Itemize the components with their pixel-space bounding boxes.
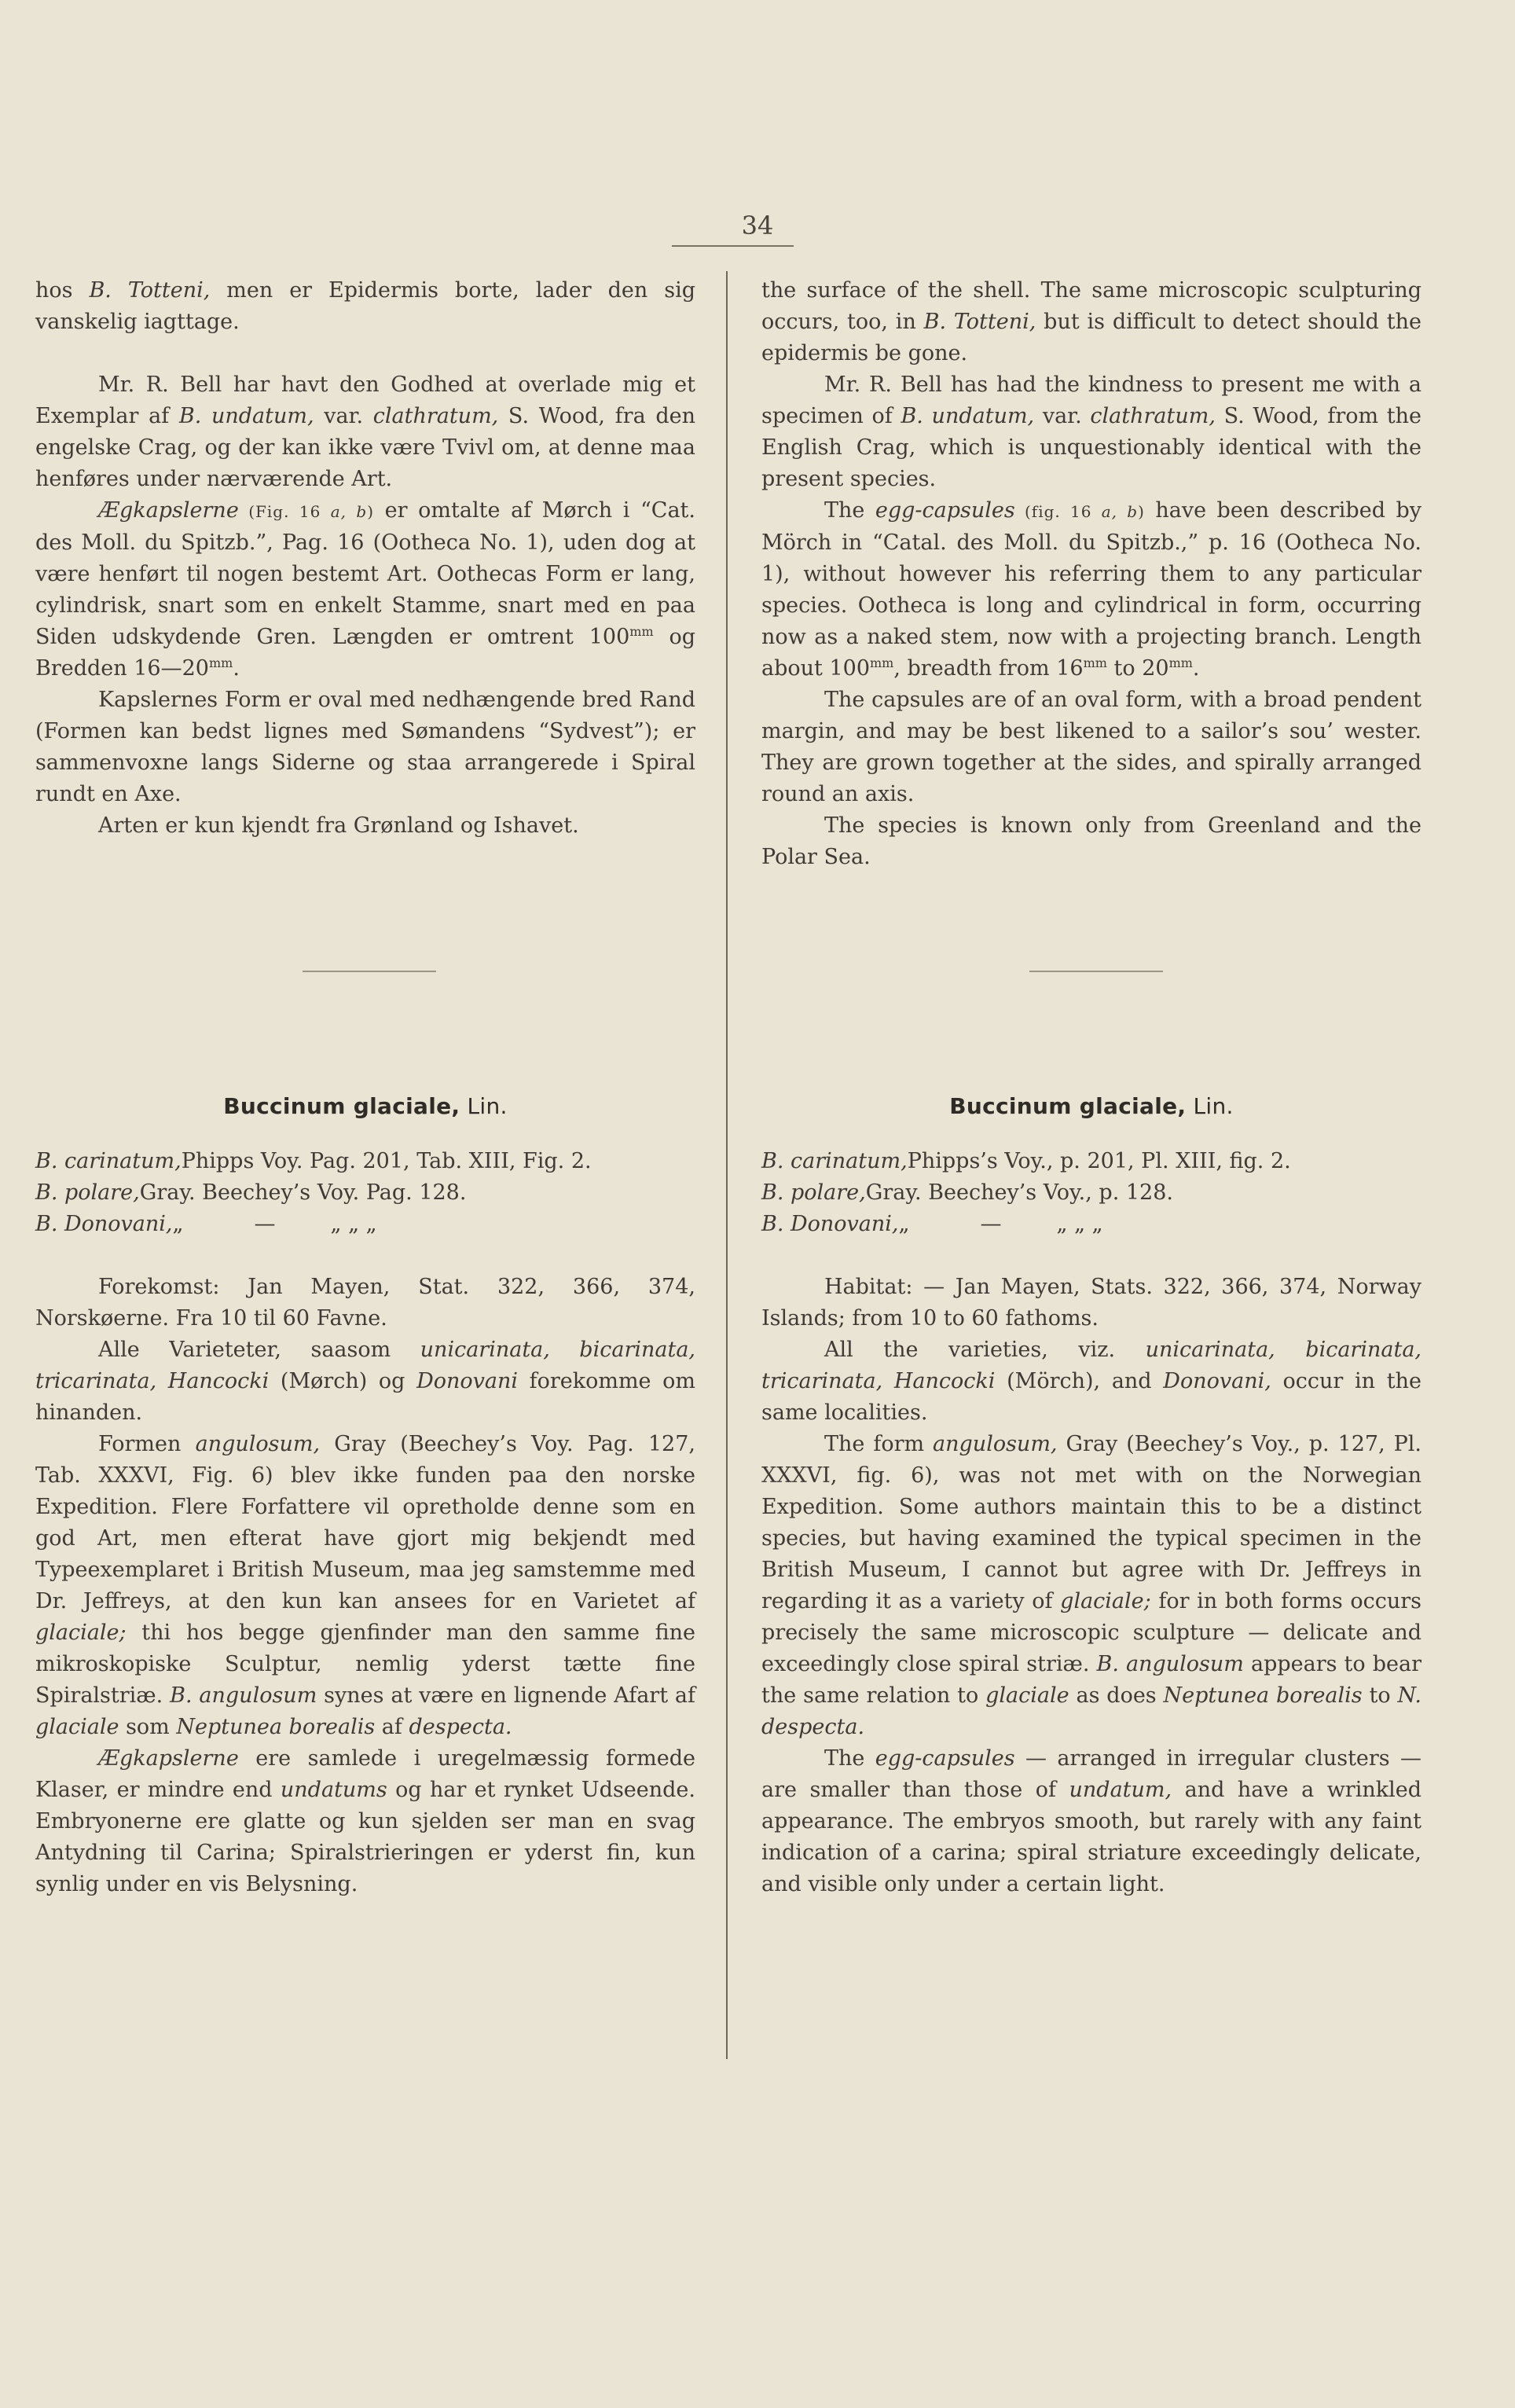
column-divider — [726, 271, 728, 2059]
paragraph: All the varieties, viz. unicarinata, bicarinata, tricarinata, Hancocki (Mörch), and Donovani, occur in the same localities. — [761, 1338, 1421, 1425]
left-column-bottom — [35, 1091, 695, 1900]
paragraph: Alle Varieteter, saasom unicarinata, bicarinata, tricarinata, Hancocki (Mørch) og Donovani forekomme om hinanden. — [35, 1338, 696, 1425]
paragraph: the surface of the shell. The same microscopic sculpturing occurs, too, in B. Totteni, but is difficult to detect should the epidermis be gone. — [761, 278, 1421, 365]
synonym-line: B. polare,Gray. Beechey’s Voy. Pag. 128. — [35, 1180, 467, 1205]
paragraph: The egg-capsules — arranged in irregular clusters — are smaller than those of undatum, and have a wrinkled appearance. The embryos smooth, but rarely with any faint indication of a carina; spiral striature exceedingly delicate, and visible only under a certain light. — [761, 1746, 1422, 1896]
section-title: Buccinum glaciale, Lin. — [949, 1093, 1234, 1119]
paragraph: The egg-capsules (fig. 16 a, b) have been described by Mörch in “Catal. des Moll. du Spitzb.,” p. 16 (Ootheca No. 1), without however his referring them to any particular species. Ootheca is long and cylindrical in form, occurring now as a naked stem, now with a projecting branch. Length about $100^{mm}$, breadth from $16^{mm}$ to $20^{mm}$. — [761, 498, 1421, 681]
left-column-top — [35, 275, 695, 842]
synonym-line: B. carinatum,Phipps’s Voy., p. 201, Pl. XIII, fig. 2. — [761, 1149, 1291, 1173]
paragraph: The form angulosum, Gray (Beechey’s Voy., p. 127, Pl. XXXVI, fig. 6), was not met with on the Norwegian Expedition. Some authors maintain this to be a distinct species, but having examined the typical specimen in the British Museum, I cannot but agree with Dr. Jeffreys in regarding it as a variety of glaciale; for in both forms occurs precisely the same microscopic sculpture — delicate and exceedingly close spiral striæ. B. angulosum appears to bear the same relation to glaciale as does Neptunea borealis to N. despecta. — [761, 1432, 1422, 1739]
page-number-rule — [672, 245, 794, 247]
paragraph: Forekomst: Jan Mayen, Stat. 322, 366, 374, Norskøerne. Fra 10 til 60 Favne. — [35, 1275, 695, 1331]
paragraph: Mr. R. Bell has had the kindness to present me with a specimen of B. undatum, var. clathratum, S. Wood, from the English Crag, which is unquestionably identical with the present species. — [761, 373, 1421, 491]
synonym-line: B. Donovani,„ — „ „ „ — [761, 1212, 1103, 1236]
paragraph: Arten er kun kjendt fra Grønland og Ishavet. — [98, 813, 579, 838]
right-column-bottom — [761, 1091, 1421, 1900]
paragraph: Formen angulosum, Gray (Beechey’s Voy. Pag. 127, Tab. XXXVI, Fig. 6) blev ikke funden paa den norske Expedition. Flere Forfattere vil opretholde denne som en god Art, men efterat have gjort mig bekjendt med Typeexemplaret i British Museum, maa jeg samstemme med Dr. Jeffreys, at den kun kan ansees for en Varietet af glaciale; thi hos begge gjenfinder man den samme fine mikroskopiske Sculptur, nemlig yderst tætte fine Spiralstriæ. B. angulosum synes at være en lignende Afart af glaciale som Neptunea borealis af despecta. — [35, 1432, 695, 1739]
synonym-line: B. Donovani,„ — „ „ „ — [35, 1212, 377, 1236]
paragraph: Kapslernes Form er oval med nedhængende bred Rand (Formen kan bedst lignes med Sømandens “Sydvest”); er sammenvoxne langs Siderne og staa arrangerede i Spiral rundt en Axe. — [35, 688, 695, 806]
paragraph: Habitat: — Jan Mayen, Stats. 322, 366, 374, Norway Islands; from 10 to 60 fathoms. — [761, 1275, 1421, 1331]
section-separator — [303, 971, 436, 972]
paragraph: The capsules are of an oval form, with a broad pendent margin, and may be best likened to a sailor’s sou’ wester. They are grown together at the sides, and spirally arranged round an axis. — [761, 688, 1421, 806]
section-title: Buccinum glaciale, Lin. — [223, 1093, 508, 1119]
synonym-line: B. polare,Gray. Beechey’s Voy., p. 128. — [761, 1180, 1173, 1205]
paragraph: Ægkapslerne ere samlede i uregelmæssig formede Klaser, er mindre end undatums og har et rynket Udseende. Embryonerne ere glatte og kun sjelden ser man en svag Antydning til Carina; Spiralstrieringen er yderst fin, kun synlig under en vis Belysning. — [35, 1746, 695, 1896]
paragraph: Mr. R. Bell har havt den Godhed at overlade mig et Exemplar af B. undatum, var. clathratum, S. Wood, fra den engelske Crag, og der kan ikke være Tvivl om, at denne maa henføres under nærværende Art. — [35, 373, 695, 491]
page-number: 34 — [741, 211, 774, 240]
right-column-top — [761, 275, 1421, 873]
paragraph: Ægkapslerne (Fig. 16 a, b) er omtalte af Mørch i “Cat. des Moll. du Spitzb.”, Pag. 16 (Ootheca No. 1), uden dog at være henført til nogen bestemt Art. Oothecas Form er lang, cylindrisk, snart som en enkelt Stamme, snart med en paa Siden udskydende Gren. Længden er omtrent $100^{mm}$ og Bredden $16—20^{mm}$. — [35, 498, 695, 681]
synonym-line: B. carinatum,Phipps Voy. Pag. 201, Tab. XIII, Fig. 2. — [35, 1149, 592, 1173]
section-separator — [1029, 971, 1163, 972]
paragraph: hos B. Totteni, men er Epidermis borte, lader den sig vanskelig iagttage. — [35, 278, 695, 334]
paragraph: The species is known only from Greenland and the Polar Sea. — [761, 813, 1421, 869]
